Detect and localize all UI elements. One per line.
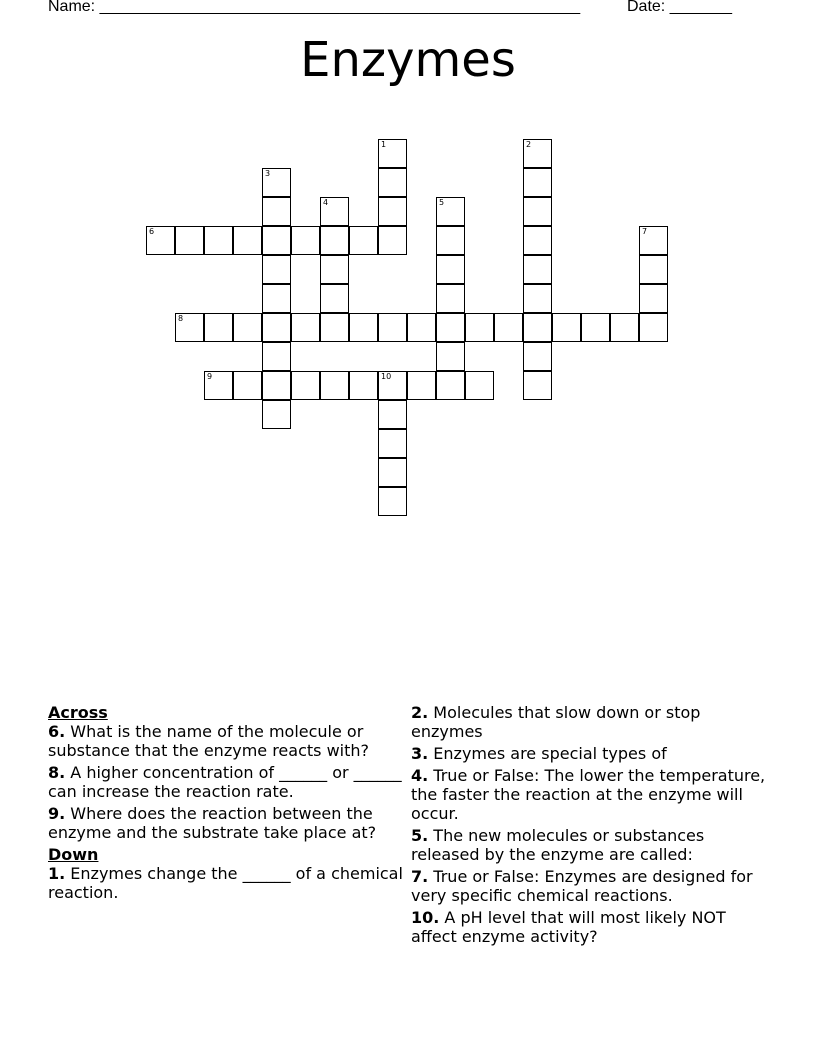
crossword-cell[interactable] [233,226,262,255]
crossword-cell[interactable] [436,313,465,342]
crossword-cell[interactable] [494,313,523,342]
crossword-cell[interactable] [146,226,175,255]
crossword-cell[interactable] [378,168,407,197]
clue-item [411,826,771,864]
clue-text: True or False: The lower the temperature, the faster the reaction at the enzyme will occur. [411,766,766,823]
crossword-cell[interactable] [465,313,494,342]
crossword-cell[interactable] [523,139,552,168]
clue-number: 5. [411,826,429,845]
clue-number: 4. [411,766,429,785]
cell-number: 6 [149,227,155,236]
name-field-label: Name: ______________________________________________________ [48,0,581,15]
crossword-cell[interactable] [378,197,407,226]
clue-text: Enzymes change the ______ of a chemical reaction. [48,864,403,902]
crossword-cell[interactable] [639,313,668,342]
crossword-cell[interactable] [291,313,320,342]
crossword-cell[interactable] [465,371,494,400]
cell-number: 5 [439,198,445,207]
clue-text: The new molecules or substances released by the enzyme are called: [411,826,705,864]
crossword-cell[interactable] [262,371,291,400]
crossword-cell[interactable] [378,400,407,429]
clue-number: 1. [48,864,66,883]
cell-number: 8 [178,314,184,323]
date-field-label: Date: _______ [627,0,732,15]
crossword-cell[interactable] [204,313,233,342]
crossword-cell[interactable] [436,197,465,226]
clue-text: A higher concentration of ______ or ______ can increase the reaction rate. [48,763,402,801]
crossword-cell[interactable] [320,284,349,313]
clue-item [48,864,403,902]
clue-item [411,744,771,763]
crossword-cell[interactable] [523,255,552,284]
cell-number: 9 [207,372,213,381]
clue-item [411,908,771,946]
crossword-cell[interactable] [523,197,552,226]
clues-right-column [411,703,771,949]
clue-item [411,703,771,741]
crossword-cell[interactable] [581,313,610,342]
crossword-cell[interactable] [639,284,668,313]
crossword-cell[interactable] [262,342,291,371]
crossword-cell[interactable] [320,371,349,400]
crossword-cell[interactable] [204,371,233,400]
page-title: Enzymes [300,32,516,88]
crossword-cell[interactable] [436,342,465,371]
crossword-cell[interactable] [639,255,668,284]
crossword-cell[interactable] [523,226,552,255]
clue-text: A pH level that will most likely NOT affect enzyme activity? [411,908,726,946]
across-heading: Across [48,703,108,722]
crossword-cell[interactable] [233,313,262,342]
cell-number: 2 [526,140,532,149]
crossword-cell[interactable] [233,371,262,400]
clue-number: 3. [411,744,429,763]
crossword-cell[interactable] [523,168,552,197]
clue-number: 8. [48,763,66,782]
clue-text: Enzymes are special types of [428,744,667,763]
clue-number: 9. [48,804,66,823]
clue-item [411,867,771,905]
crossword-cell[interactable] [175,313,204,342]
crossword-cell[interactable] [552,313,581,342]
crossword-cell[interactable] [378,487,407,516]
crossword-cell[interactable] [436,284,465,313]
crossword-cell[interactable] [523,284,552,313]
crossword-cell[interactable] [320,255,349,284]
crossword-cell[interactable] [523,342,552,371]
clue-item [48,763,403,801]
crossword-cell[interactable] [378,371,407,400]
crossword-cell[interactable] [262,400,291,429]
crossword-cell[interactable] [407,371,436,400]
crossword-cell[interactable] [378,313,407,342]
crossword-cell[interactable] [262,197,291,226]
crossword-cell[interactable] [523,371,552,400]
crossword-cell[interactable] [262,255,291,284]
clues-left-column [48,703,403,905]
crossword-cell[interactable] [262,284,291,313]
clue-number: 2. [411,703,429,722]
crossword-cell[interactable] [291,371,320,400]
clue-text: What is the name of the molecule or substance that the enzyme reacts with? [48,722,370,760]
crossword-cell[interactable] [639,226,668,255]
crossword-cell[interactable] [349,371,378,400]
crossword-cell[interactable] [204,226,233,255]
crossword-cell[interactable] [436,255,465,284]
crossword-cell[interactable] [349,226,378,255]
clue-text: Where does the reaction between the enzyme and the substrate take place at? [48,804,377,842]
cell-number: 4 [323,198,329,207]
clue-text: True or False: Enzymes are designed for very specific chemical reactions. [411,867,753,905]
clue-number: 7. [411,867,429,886]
crossword-cell[interactable] [378,429,407,458]
crossword-cell[interactable] [262,226,291,255]
crossword-cell[interactable] [436,226,465,255]
crossword-cell[interactable] [320,226,349,255]
crossword-cell[interactable] [378,226,407,255]
crossword-cell[interactable] [175,226,204,255]
crossword-cell[interactable] [320,197,349,226]
down-heading: Down [48,845,99,864]
crossword-cell[interactable] [523,313,552,342]
crossword-cell[interactable] [320,313,349,342]
cell-number: 3 [265,169,271,178]
crossword-cell[interactable] [378,458,407,487]
cell-number: 7 [642,227,648,236]
crossword-cell[interactable] [262,313,291,342]
clue-text: Molecules that slow down or stop enzymes [411,703,701,741]
clue-number: 10. [411,908,440,927]
crossword-cell[interactable] [262,168,291,197]
crossword-cell[interactable] [291,226,320,255]
cell-number: 10 [381,372,392,381]
cell-number: 1 [381,140,387,149]
clue-item [411,766,771,823]
clue-number: 6. [48,722,66,741]
clue-item [48,804,403,842]
crossword-cell[interactable] [349,313,378,342]
clue-item [48,722,403,760]
crossword-cell[interactable] [436,371,465,400]
crossword-cell[interactable] [407,313,436,342]
crossword-cell[interactable] [378,139,407,168]
crossword-cell[interactable] [610,313,639,342]
